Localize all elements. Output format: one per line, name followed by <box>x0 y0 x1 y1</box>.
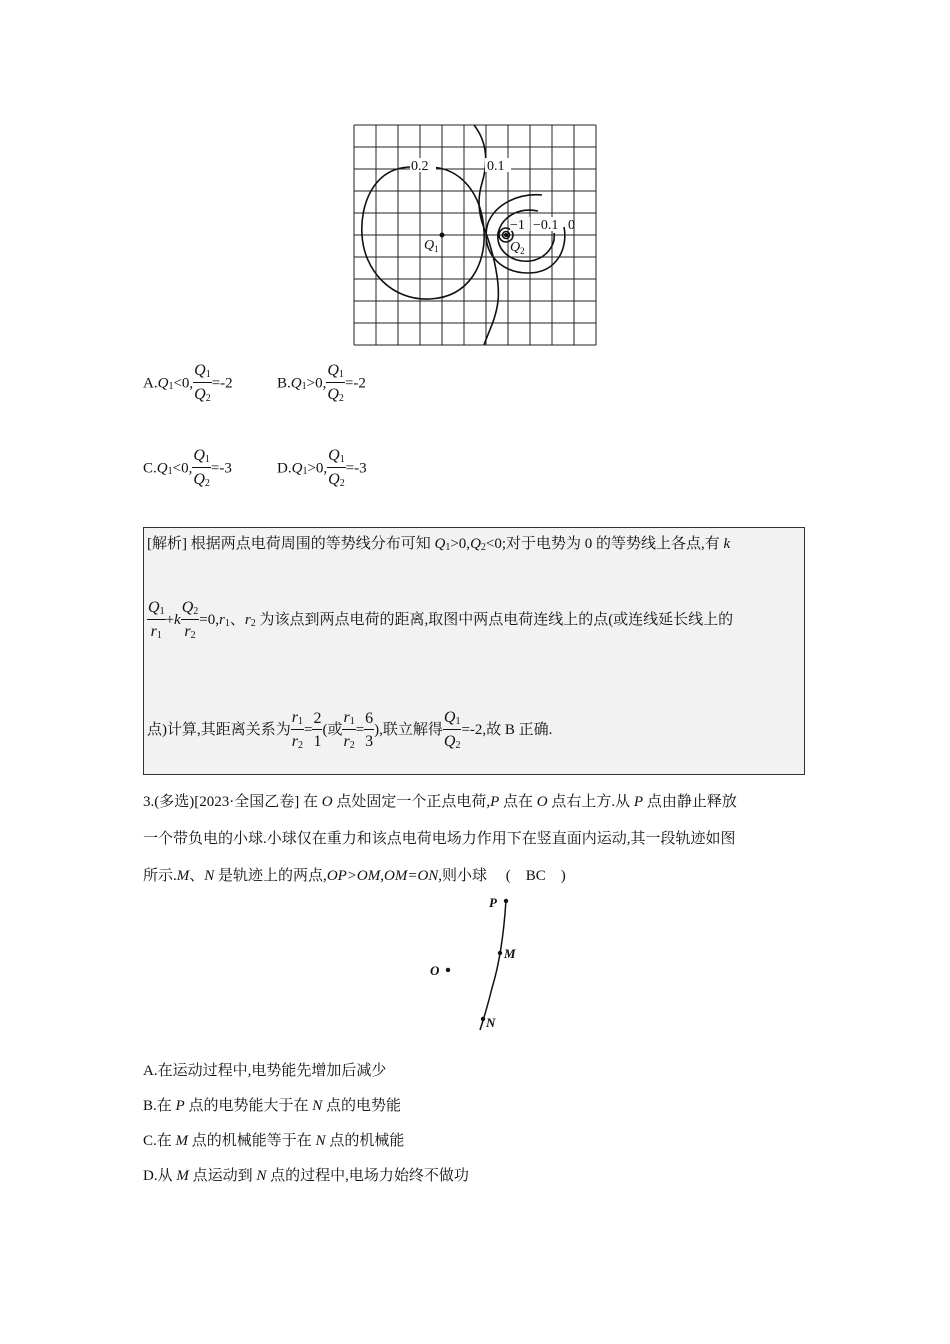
label-n: N <box>486 1015 496 1030</box>
label-p: P <box>489 895 497 910</box>
label--1: −1 <box>510 218 525 233</box>
choice-b[interactable]: B.在 P 点的电势能大于在 N 点的电势能 <box>143 1098 401 1114</box>
charge-q2 <box>504 233 508 237</box>
label-q2: $Q_2$ <box>510 240 525 256</box>
point-m <box>498 951 502 955</box>
choice-d[interactable]: D.从 M 点运动到 N 点的过程中,电场力始终不做功 <box>143 1168 469 1184</box>
label-q1: $Q_1$ <box>424 238 439 254</box>
label-0: 0 <box>568 218 575 233</box>
question3-line-2: 一个带负电的小球.小球仅在重力和该点电荷电场力作用下在竖直面内运动,其一段轨迹如图 <box>143 831 736 847</box>
label--0.1: −0.1 <box>533 218 559 233</box>
charge-q1 <box>440 233 445 238</box>
analysis-line-1: [解析] 根据两点电荷周围的等势线分布可知 $Q_1>0,Q_2<0$;对于电势为 0 的等势线上各点,有 k <box>147 536 731 553</box>
option-b[interactable]: $B.Q_1>0$, $\frac{Q_1}{Q_2}$ =-2 <box>277 362 366 405</box>
grid <box>354 125 596 345</box>
analysis-line-2: $\frac{Q_1}{r_1}$ +k $\frac{Q_2}{r_2}$ $=0,r_1$、$r_2$ 为该点到两点电荷的距离,取图中两点电荷连线上的点(或连线延长线上的 <box>148 599 734 641</box>
choice-c[interactable]: C.在 M 点的机械能等于在 N 点的机械能 <box>143 1133 405 1149</box>
question3-line-1: 3.(多选)[2023·全国乙卷] 在 O 点处固定一个正点电荷,P 点在 O 点右上方.从 P 点由静止释放 <box>143 794 737 810</box>
option-d[interactable]: $D.Q_1>0$, $\frac{Q_1}{Q_2}$ =-3 <box>277 447 367 490</box>
trajectory-curve <box>480 900 506 1030</box>
label-0.2: 0.2 <box>411 159 429 174</box>
question3-line-3: 所示.M、N 是轨迹上的两点,OP>OM,OM=ON,则小球 ( BC ) <box>143 868 566 884</box>
label-0.1: 0.1 <box>487 159 505 174</box>
point-p <box>504 899 508 903</box>
equipotential-figure <box>352 123 598 347</box>
point-n <box>481 1017 485 1021</box>
choice-a[interactable]: A.在运动过程中,电势能先增加后减少 <box>143 1063 387 1079</box>
option-c[interactable]: $C.Q_1<0$, $\frac{Q_1}{Q_2}$ =-3 <box>143 447 232 490</box>
option-a[interactable]: $A.Q_1<0$, $\frac{Q_1}{Q_2}$ =-2 <box>143 362 233 405</box>
analysis-line-3: 点)计算,其距离关系为 $\frac{r_1}{r_2}$ = $\frac{2}{1}$ (或 $\frac{r_1}{r_2}$ = $\frac{6}{3}$ ),联立解得 $\frac{Q_1}{Q_2}$ =-2,故 B 正确. <box>147 709 553 751</box>
label-o: O <box>430 963 440 978</box>
analysis-box <box>143 527 805 775</box>
point-o <box>446 968 450 972</box>
label-m: M <box>504 946 516 961</box>
trajectory-figure <box>420 892 530 1034</box>
